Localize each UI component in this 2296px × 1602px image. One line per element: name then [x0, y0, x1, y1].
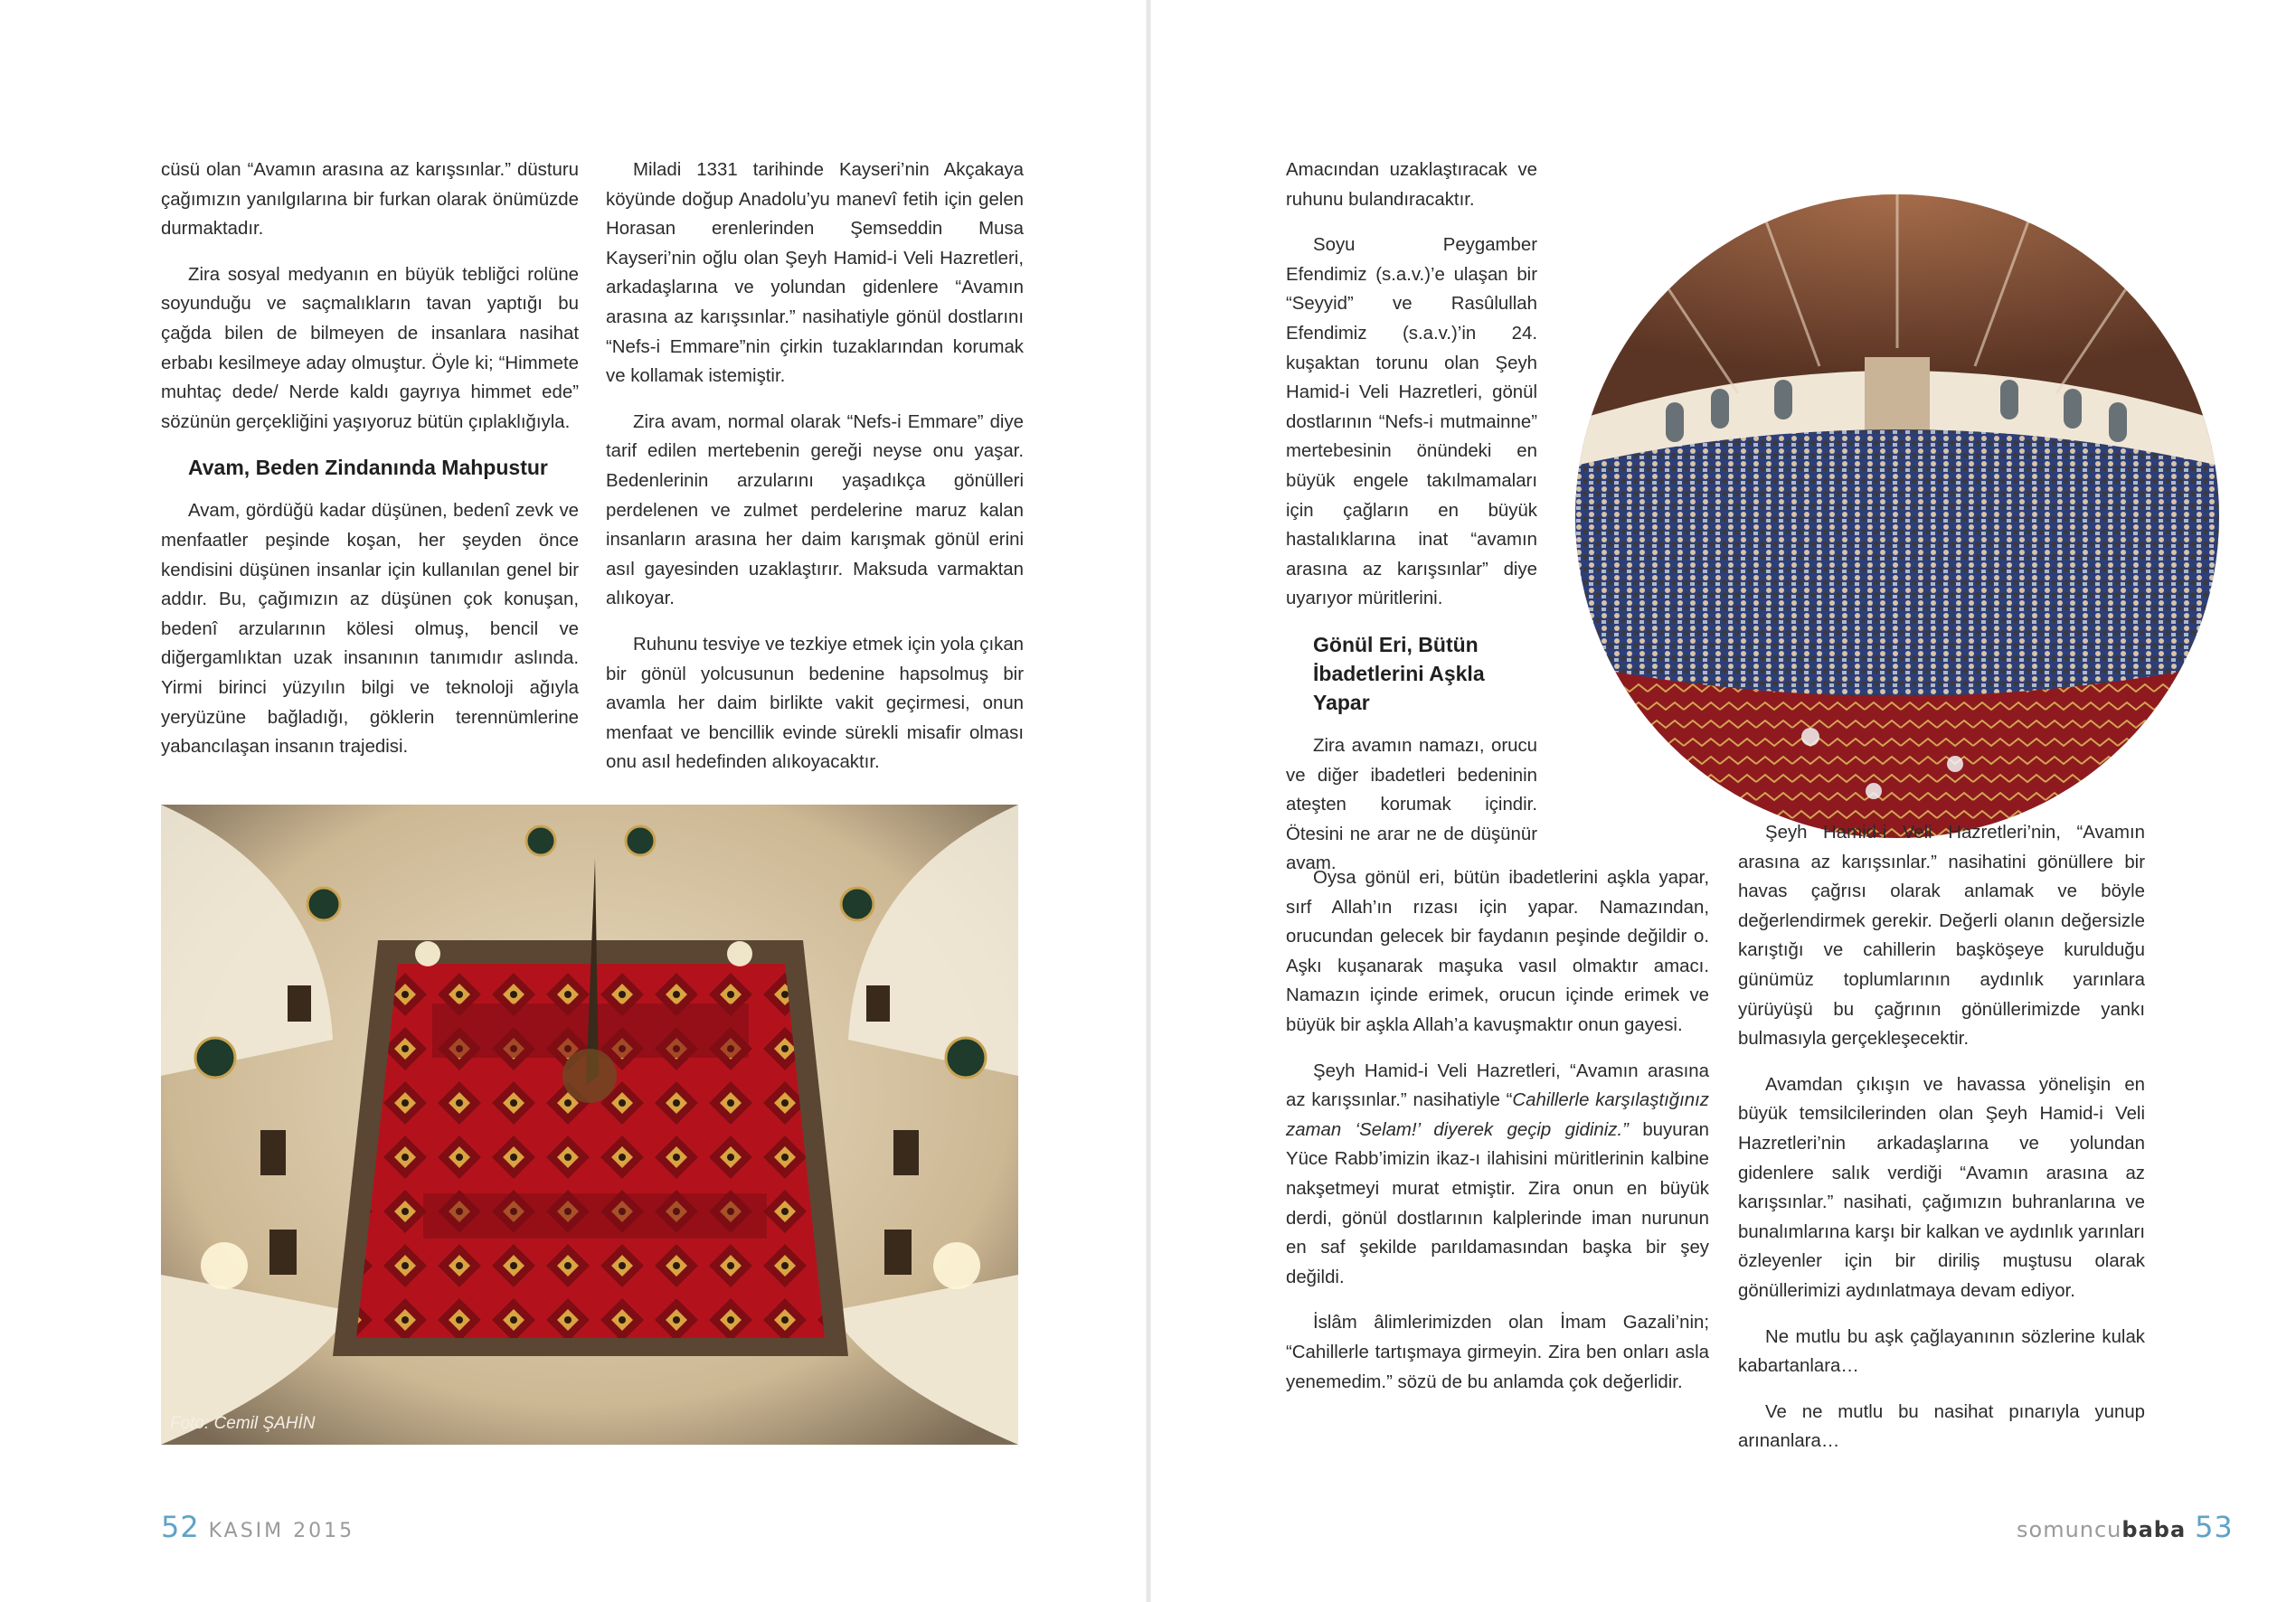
paragraph: İslâm âlimlerimizden olan İmam Gazali’nin; “Cahillerle tartışmaya girmeyin. Zira ben onları asla yenemedim.” sözü de bu anlamda çok değerlidir. — [1286, 1313, 1709, 1392]
paragraph: Soyu Peygamber Efendimiz (s.a.v.)’e ulaşan bir “Seyyid” ve Rasûlullah Efendimiz (s.a.v.)’in 24. kuşaktan torunu olan Şeyh Hamid-i Veli Hazretleri, gönül dostlarının “Nefs-i mutmainne” mertebesinin önündeki en büyük engele takılmamaları için çağların en büyük hastalıklarına inat “avamın arasına az karışsınlar” diye uyarıyor müritlerini. — [1286, 235, 1537, 609]
paragraph: Avam, gördüğü kadar düşünen, bedenî zevk ve menfaatler peşinde koşan, her şeyden önce kendisini düşünen insanlar için kullanılan genel bir addır. Bu, çağımızın az düşünen çok konuşan, bedenî arzularının kölesi olmuş, bencil ve diğergamlıktan uzak insanının tanımıdır aslında. Yirmi birinci yüzyılın bilgi ve teknoloji ağıyla yeryüzüne bağladığı, göklerin terennümlerine yabancılaşan insanın trajedisi. — [161, 501, 579, 758]
section-heading: Gönül Eri, Bütün İbadetlerini Aşkla Yapar — [1313, 632, 1485, 714]
paragraph: Şeyh Hamid-i Veli Hazretleri’nin, “Avamın arasına az karışsınlar.” nasihatini gönüllere bir havas çağrısı olarak anlamak ve böyle değerlendirmek gerekir. Değerli olanın değersizle karıştığı ve cahillerin başköşeye kurulduğu günümüz toplumlarının aydınlık yarınlara yürüyüşü bu çağrının gönüllerimizde yankı bulmasıyla gerçekleşecektir. — [1738, 823, 2145, 1050]
right-page — [1148, 0, 2296, 1602]
paragraph: Ruhunu tesviye ve tezkiye etmek için yola çıkan bir gönül yolcusunun bedenine hapsolmuş bir avamla her daim birlikte vakit geçirmesi, onun menfaat ve bencillik evinde sürekli misafir olması onu asıl hedefinden alıkoyacaktır. — [606, 634, 1024, 773]
photo-credit: Foto: Cemil ŞAHİN — [170, 1414, 316, 1433]
right-column-1 — [1286, 155, 1537, 895]
paragraph: Avamdan çıkışın ve havassa yönelişin en büyük temsilcilerinden olan Şeyh Hamid-i Veli Hazretleri’nin arkadaşlarına ve yolundan gidenlere salık verdiği “Avamın arasına az karışsınlar.” nasihati, çağımızın buhranlarına ve bunalımlarına karşı bir kalkan ve aydınlık yarınları özleyenler için bir diriliş muştusu olarak gönüllerimizi aydınlatmaya devam ediyor. — [1738, 1074, 2145, 1301]
paragraph: Miladi 1331 tarihinde Kayseri’nin Akçakaya köyünde doğup Anadolu’yu manevî fetih için gelen Horasan erenlerinden Şemseddin Musa Kayseri’nin oğlu olan Şeyh Hamid-i Veli Hazretleri, arkadaşlarına ve yolundan gidenlere “Avamın arasına az karışsınlar.” nasihatiyle gönül dostlarını “Nefs-i Emmare”nin çirkin tuzaklarından korumak ve kollamak istemiştir. — [606, 160, 1024, 387]
paragraph: Ne mutlu bu aşk çağlayanının sözlerine kulak kabartanlara… — [1738, 1326, 2145, 1377]
left-column-2 — [606, 155, 1024, 794]
page-footer-left — [161, 1510, 354, 1544]
quote: Cahillerle karşılaştığınız zaman ‘Selam!’ diyerek geçip gidiniz.” — [1286, 1090, 1709, 1140]
page-number: 53 — [2195, 1510, 2234, 1544]
paragraph: Zira avam, normal olarak “Nefs-i Emmare” diye tarif edilen mertebenin gereği neyse onu yaşar. Bedenlerinin arzularını yaşadıkça gönülleri perdelenen ve zulmet perdelerine maruz kalan insanların arasına her daim karışmak gönül erini asıl gayesinden uzaklaştırır. Maksuda varmaktan alıkoyar. — [606, 411, 1024, 609]
section-heading: Avam, Beden Zindanında Mahpustur — [188, 456, 548, 480]
left-column-1 — [161, 155, 579, 778]
page-number: 52 — [161, 1510, 200, 1544]
page-footer-right — [2017, 1510, 2234, 1544]
brand-part: somuncu — [2017, 1517, 2122, 1542]
text-run: Şeyh Hamid-i Veli Hazretleri, “Avamın arasına az karışsınlar.” nasihatiyle “ — [1286, 1060, 1709, 1111]
paragraph: Amacından uzaklaştıracak ve ruhunu bulandıracaktır. — [1286, 160, 1537, 210]
paragraph: Zira sosyal medyanın en büyük tebliğci rolüne soyunduğu ve saçmalıkların tavan yaptığı bu çağda bilen de bilmeyen de insanlara nasihat erbabı kesilmeye aday olmuştur. Öyle ki; “Himmete muhtaç dede/ Nerde kaldı gayrıya himmet ede” sözünün gerçekliğini yaşıyoruz bütün çıplaklığıyla. — [161, 264, 579, 432]
right-column-3 — [1738, 818, 2145, 1473]
brand-part-bold: baba — [2121, 1517, 2187, 1542]
paragraph: Ve ne mutlu bu nasihat pınarıyla yunup arınanlara… — [1738, 1401, 2145, 1452]
issue-date: KASIM 2015 — [208, 1520, 355, 1542]
congregation-illustration — [1575, 194, 2219, 838]
paragraph — [1286, 1057, 1709, 1293]
congregation-fisheye-photo — [1575, 194, 2219, 838]
mosque-interior-photo — [161, 805, 1018, 1445]
mosque-interior-illustration — [161, 805, 1018, 1445]
paragraph: Oysa gönül eri, bütün ibadetlerini aşkla yapar, sırf Allah’ın rızası için yapar. Namazından, orucundan gelecek bir faydanın peşinde değildir o. Aşkı kuşanarak maşuka vasıl olmaktır amacı. Namazın içinde erimek, orucun içinde erimek ve büyük bir aşkla Allah’a kavuşmaktır onun gayesi. — [1286, 868, 1709, 1035]
text-run: buyuran Yüce Rabb’imizin ikaz-ı ilahisini müritlerinin kalbine nakşetmeyi murat etmiştir. Zira onun en büyük derdi, gönül dostlarının kalplerinde iman nurunun en saf şekilde parıldamasından başka bir şey değildi. — [1286, 1119, 1710, 1287]
magazine-brand — [2017, 1517, 2186, 1542]
paragraph: cüsü olan “Avamın arasına az karışsınlar.” düsturu çağımızın yanılgılarına bir furkan olarak önümüzde durmaktadır. — [161, 160, 579, 240]
right-column-2 — [1286, 863, 1709, 1413]
paragraph: Zira avamın namazı, orucu ve diğer ibadetleri bedeninin ateşten korumak içindir. Ötesini ne arar ne de düşünür avam. — [1286, 735, 1537, 874]
